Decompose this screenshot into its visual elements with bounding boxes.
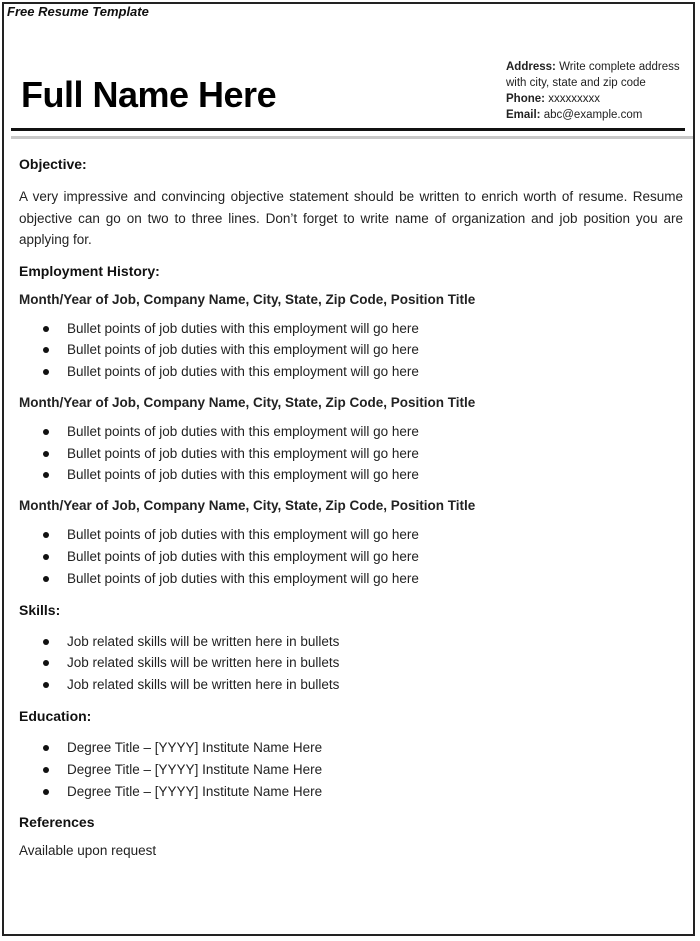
bullet-icon <box>43 682 49 688</box>
list-item: Bullet points of job duties with this employment will go here <box>19 464 683 486</box>
job-title: Month/Year of Job, Company Name, City, State, Zip Code, Position Title <box>19 498 476 514</box>
skills-list <box>19 631 683 696</box>
list-item: Bullet points of job duties with this employment will go here <box>19 546 683 568</box>
list-item: Bullet points of job duties with this employment will go here <box>19 318 683 340</box>
objective-heading: Objective: <box>19 156 87 172</box>
bullet-icon <box>43 369 49 375</box>
bullet-icon <box>43 639 49 645</box>
list-item: Job related skills will be written here in bullets <box>19 674 683 696</box>
bullet-icon <box>43 789 49 795</box>
phone-line <box>506 91 691 107</box>
references-heading: References <box>19 814 95 831</box>
employment-heading: Employment History: <box>19 262 160 279</box>
bullet-icon <box>43 660 49 666</box>
list-item: Bullet points of job duties with this employment will go here <box>19 421 683 443</box>
header-divider <box>11 128 685 131</box>
header-divider-shadow <box>11 136 693 139</box>
references-text: Available upon request <box>19 843 157 859</box>
list-item: Bullet points of job duties with this employment will go here <box>19 361 683 383</box>
email-label: Email: <box>506 109 541 121</box>
list-item: Job related skills will be written here in bullets <box>19 631 683 653</box>
phone-value: xxxxxxxxx <box>548 93 600 105</box>
phone-label: Phone: <box>506 93 545 105</box>
education-list <box>19 737 683 802</box>
job-duties-list <box>19 524 683 589</box>
bullet-icon <box>43 554 49 560</box>
bullet-icon <box>43 472 49 478</box>
bullet-icon <box>43 532 49 538</box>
address-label: Address: <box>506 61 556 73</box>
full-name-heading: Full Name Here <box>21 74 277 115</box>
list-item: Bullet points of job duties with this employment will go here <box>19 339 683 361</box>
list-item: Bullet points of job duties with this employment will go here <box>19 443 683 465</box>
email-line <box>506 107 691 123</box>
address-value: Write complete address with city, state and zip code <box>506 61 680 89</box>
list-item: Bullet points of job duties with this employment will go here <box>19 568 683 590</box>
bullet-icon <box>43 347 49 353</box>
education-heading: Education: <box>19 708 92 725</box>
job-duties-list <box>19 421 683 486</box>
bullet-icon <box>43 451 49 457</box>
bullet-icon <box>43 745 49 751</box>
bullet-icon <box>43 326 49 332</box>
contact-block <box>506 59 691 123</box>
email-value: abc@example.com <box>543 109 643 121</box>
resume-body <box>19 156 683 858</box>
list-item: Bullet points of job duties with this employment will go here <box>19 524 683 546</box>
skills-heading: Skills: <box>19 601 61 618</box>
bullet-icon <box>43 429 49 435</box>
bullet-icon <box>43 767 49 773</box>
address-line <box>506 59 691 91</box>
objective-text: A very impressive and convincing objective statement should be written to enrich worth of resume. Resume objective can go on two to three lines. Don’t forget to write name of organization and job position you are applying for. <box>19 189 683 247</box>
template-label: Free Resume Template <box>7 4 149 19</box>
list-item: Degree Title – [YYYY] Institute Name Here <box>19 737 683 759</box>
job-title: Month/Year of Job, Company Name, City, State, Zip Code, Position Title <box>19 394 476 410</box>
job-duties-list <box>19 318 683 383</box>
bullet-icon <box>43 576 49 582</box>
list-item: Job related skills will be written here in bullets <box>19 652 683 674</box>
list-item: Degree Title – [YYYY] Institute Name Here <box>19 781 683 803</box>
list-item: Degree Title – [YYYY] Institute Name Here <box>19 759 683 781</box>
job-title: Month/Year of Job, Company Name, City, State, Zip Code, Position Title <box>19 291 476 307</box>
